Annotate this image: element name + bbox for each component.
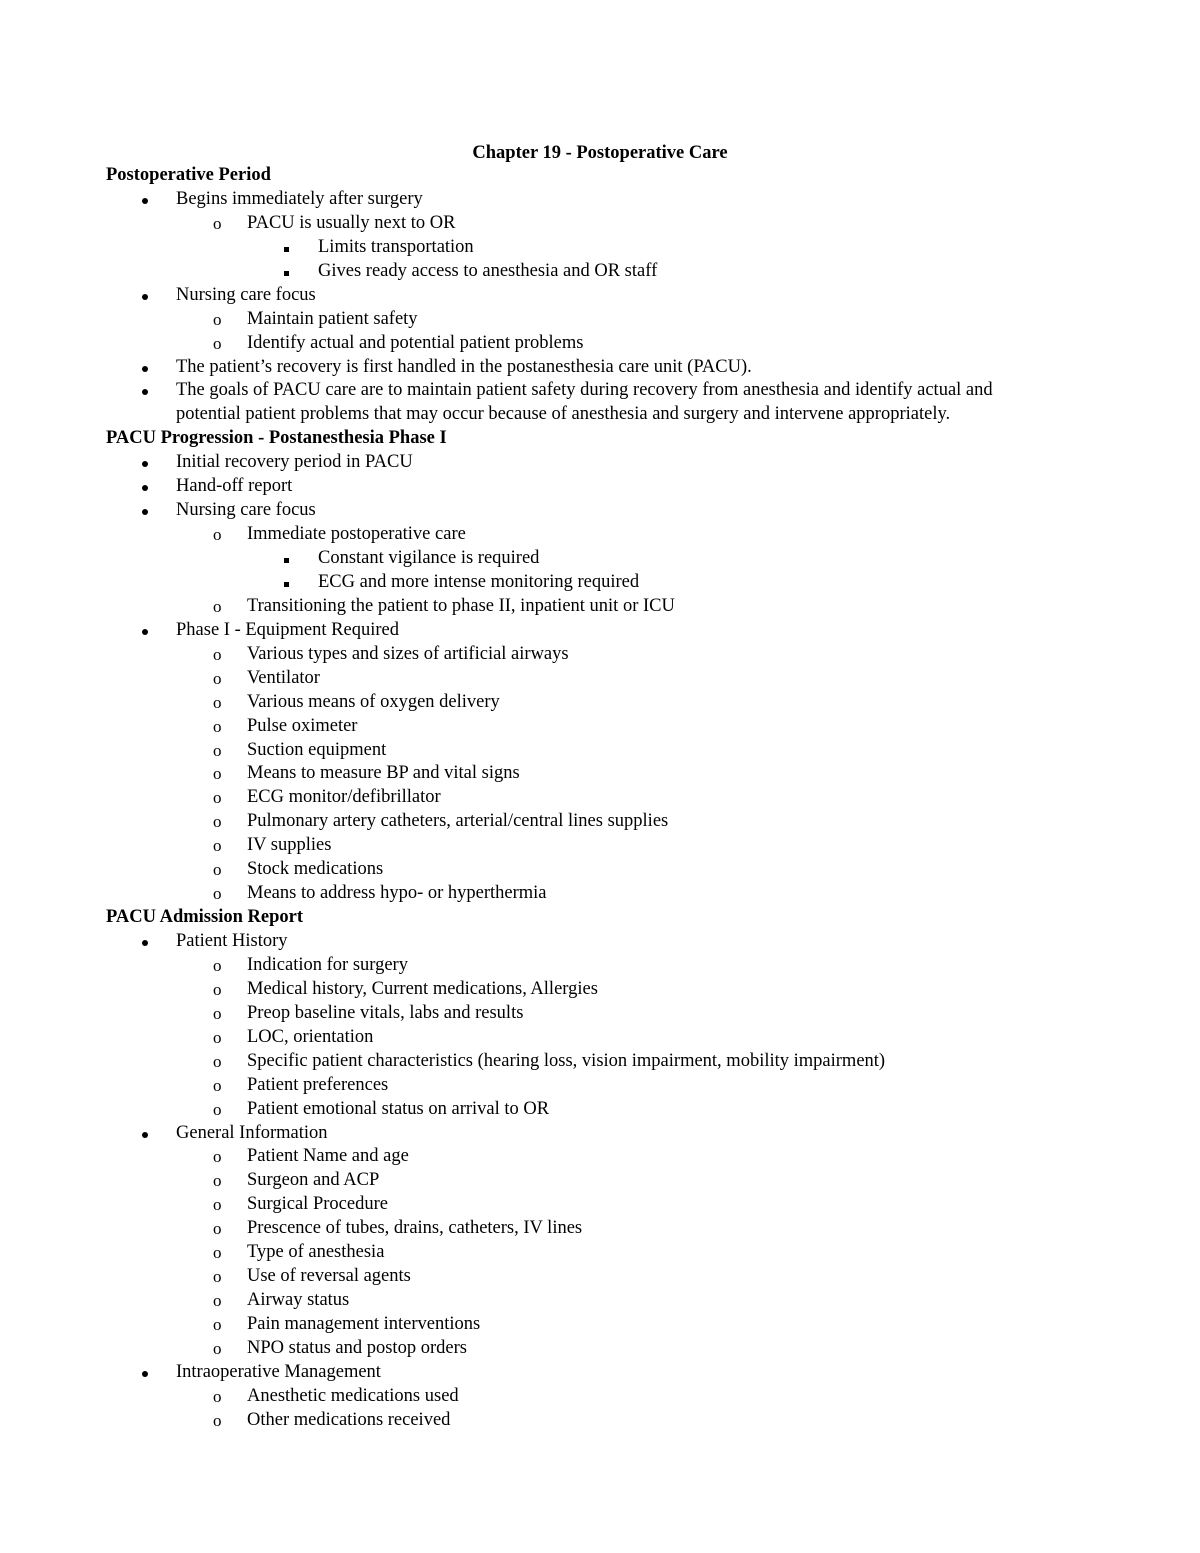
sub-bullet-item — [0, 1074, 1200, 1098]
bullet-circle-icon: o — [213, 812, 222, 832]
item-text: Ventilator — [247, 667, 320, 688]
item-text: The patient’s recovery is first handled in the postanesthesia care unit (PACU). — [176, 356, 752, 377]
item-text: Airway status — [247, 1290, 350, 1311]
bullet-dot-icon — [140, 499, 150, 523]
sub-bullet-item — [0, 1409, 1200, 1433]
item-text: LOC, orientation — [247, 1026, 374, 1047]
bullet-circle-icon: o — [213, 1075, 222, 1095]
item-text: Pain management interventions — [247, 1314, 481, 1334]
section-heading — [0, 906, 1200, 930]
item-text: NPO status and postop orders — [247, 1337, 467, 1358]
item-text: potential patient problems that may occur because of anesthesia and surgery and intervene appropriately. — [176, 404, 951, 425]
item-text: Nursing care focus — [176, 500, 316, 521]
bullet-circle-icon: o — [213, 1267, 222, 1287]
item-text: Patient preferences — [247, 1074, 389, 1095]
bullet-circle-icon: o — [213, 596, 222, 616]
sub-bullet-item — [0, 1217, 1200, 1241]
bullet-circle-icon: o — [213, 979, 222, 999]
bullet-item — [0, 499, 1200, 523]
bullet-circle-icon: o — [213, 716, 222, 736]
bullet-circle-icon: o — [213, 1410, 222, 1430]
bullet-circle-icon: o — [213, 213, 222, 233]
sub-bullet-item — [0, 1265, 1200, 1289]
bullet-item — [0, 451, 1200, 475]
item-text: IV supplies — [247, 835, 332, 856]
item-text: Gives ready access to anesthesia and OR staff — [318, 260, 658, 281]
bullet-circle-icon: o — [213, 333, 222, 353]
item-text: Postoperative Period — [106, 165, 271, 185]
bullet-circle-icon: o — [213, 668, 222, 688]
bullet-item — [0, 1361, 1200, 1385]
bullet-circle-icon: o — [213, 955, 222, 975]
sub-bullet-item — [0, 1026, 1200, 1050]
sub-bullet-item — [0, 739, 1200, 763]
sub-bullet-item — [0, 1145, 1200, 1169]
sub-bullet-item — [0, 882, 1200, 906]
item-text: Preop baseline vitals, labs and results — [247, 1002, 524, 1023]
sub-bullet-item — [0, 1385, 1200, 1409]
item-text: Other medications received — [247, 1409, 451, 1430]
bullet-item — [0, 1122, 1200, 1146]
sub-bullet-item — [0, 595, 1200, 619]
item-text: Constant vigilance is required — [318, 548, 540, 568]
bullet-circle-icon: o — [213, 1219, 222, 1239]
bullet-item — [0, 188, 1200, 212]
item-text: Stock medications — [247, 859, 384, 880]
item-text: Identify actual and potential patient problems — [247, 332, 584, 353]
bullet-circle-icon: o — [213, 1291, 222, 1311]
item-text: Pulse oximeter — [247, 715, 358, 736]
item-text: Patient Name and age — [247, 1146, 409, 1167]
sub-bullet-item — [0, 308, 1200, 332]
sub-bullet-item — [0, 786, 1200, 810]
bullet-circle-icon: o — [213, 1338, 222, 1358]
item-text: Limits transportation — [318, 236, 474, 257]
sub-bullet-item — [0, 762, 1200, 786]
bullet-square-icon — [284, 547, 289, 571]
bullet-circle-icon: o — [213, 1051, 222, 1071]
bullet-circle-icon: o — [213, 740, 222, 760]
sub-bullet-item — [0, 858, 1200, 882]
item-text: PACU is usually next to OR — [247, 212, 456, 233]
sub-bullet-item — [0, 1050, 1200, 1074]
item-text: Nursing care focus — [176, 284, 316, 305]
bullet-dot-icon — [140, 930, 150, 954]
bullet-circle-icon: o — [213, 309, 222, 329]
sub-bullet-item — [0, 667, 1200, 691]
item-text: Type of anesthesia — [247, 1242, 385, 1263]
item-text: Specific patient characteristics (hearing loss, vision impairment, mobility impairment) — [247, 1050, 886, 1071]
item-text: Patient emotional status on arrival to OR — [247, 1098, 550, 1119]
section-heading — [0, 164, 1200, 188]
sub-bullet-item — [0, 1313, 1200, 1337]
sub-sub-bullet-item — [0, 260, 1200, 284]
bullet-item — [0, 356, 1200, 380]
item-text: PACU Admission Report — [106, 907, 303, 928]
item-text: Maintain patient safety — [247, 308, 418, 329]
bullet-circle-icon: o — [213, 525, 222, 545]
bullet-dot-icon — [140, 284, 150, 308]
sub-bullet-item — [0, 954, 1200, 978]
bullet-circle-icon: o — [213, 1027, 222, 1047]
item-text: Surgeon and ACP — [247, 1170, 380, 1191]
bullet-circle-icon: o — [213, 764, 222, 784]
bullet-dot-icon — [140, 619, 150, 643]
bullet-circle-icon: o — [213, 860, 222, 880]
sub-bullet-item — [0, 1002, 1200, 1026]
section-heading — [0, 427, 1200, 451]
sub-bullet-item — [0, 978, 1200, 1002]
bullet-dot-icon — [140, 356, 150, 380]
bullet-square-icon — [284, 571, 289, 595]
item-text: PACU Progression - Postanesthesia Phase I — [106, 428, 447, 449]
bullet-dot-icon — [140, 379, 150, 403]
sub-bullet-item — [0, 1193, 1200, 1217]
bullet-circle-icon: o — [213, 1147, 222, 1167]
bullet-dot-icon — [140, 451, 150, 475]
item-text: Indication for surgery — [247, 954, 408, 975]
item-text: ECG and more intense monitoring required — [318, 571, 640, 592]
bullet-item-continuation — [0, 403, 1200, 427]
document-body — [0, 164, 1200, 1433]
bullet-dot-icon — [140, 475, 150, 499]
bullet-dot-icon — [140, 1361, 150, 1385]
sub-bullet-item — [0, 643, 1200, 667]
bullet-circle-icon: o — [213, 1099, 222, 1119]
sub-bullet-item — [0, 1169, 1200, 1193]
bullet-dot-icon — [140, 1122, 150, 1146]
bullet-circle-icon: o — [213, 1171, 222, 1191]
sub-bullet-item — [0, 1241, 1200, 1265]
item-text: General Information — [176, 1122, 328, 1143]
bullet-circle-icon: o — [213, 836, 222, 856]
bullet-square-icon — [284, 236, 289, 260]
item-text: Initial recovery period in PACU — [176, 452, 413, 473]
sub-bullet-item — [0, 332, 1200, 356]
bullet-circle-icon: o — [213, 1315, 222, 1334]
document-title: Chapter 19 - Postoperative Care — [472, 143, 728, 163]
sub-bullet-item — [0, 1289, 1200, 1313]
item-text: Medical history, Current medications, Allergies — [247, 978, 598, 999]
sub-sub-bullet-item — [0, 236, 1200, 260]
item-text: Hand-off report — [176, 476, 293, 497]
bullet-circle-icon: o — [213, 1386, 222, 1406]
item-text: Phase I - Equipment Required — [176, 619, 399, 640]
bullet-item — [0, 475, 1200, 499]
sub-bullet-item — [0, 834, 1200, 858]
item-text: Prescence of tubes, drains, catheters, IV lines — [247, 1218, 583, 1239]
sub-sub-bullet-item — [0, 547, 1200, 571]
bullet-circle-icon: o — [213, 884, 222, 904]
item-text: Patient History — [176, 931, 288, 951]
bullet-item — [0, 284, 1200, 308]
bullet-item — [0, 930, 1200, 954]
bullet-item — [0, 619, 1200, 643]
sub-bullet-item — [0, 715, 1200, 739]
item-text: Various types and sizes of artificial airways — [247, 643, 569, 664]
item-text: The goals of PACU care are to maintain patient safety during recovery from anesthesia and identify actual and — [176, 380, 993, 401]
bullet-square-icon — [284, 260, 289, 284]
bullet-dot-icon — [140, 188, 150, 212]
item-text: Use of reversal agents — [247, 1266, 411, 1287]
bullet-circle-icon: o — [213, 1195, 222, 1215]
sub-bullet-item — [0, 212, 1200, 236]
sub-bullet-item — [0, 810, 1200, 834]
sub-bullet-item — [0, 1337, 1200, 1361]
item-text: Begins immediately after surgery — [176, 188, 423, 209]
sub-bullet-item — [0, 523, 1200, 547]
bullet-circle-icon: o — [213, 692, 222, 712]
item-text: Suction equipment — [247, 739, 387, 760]
item-text: ECG monitor/defibrillator — [247, 787, 441, 808]
item-text: Transitioning the patient to phase II, inpatient unit or ICU — [247, 595, 675, 616]
item-text: Immediate postoperative care — [247, 524, 466, 545]
item-text: Anesthetic medications used — [247, 1385, 459, 1406]
bullet-circle-icon: o — [213, 644, 222, 664]
item-text: Various means of oxygen delivery — [247, 691, 500, 712]
sub-sub-bullet-item — [0, 571, 1200, 595]
item-text: Means to measure BP and vital signs — [247, 763, 520, 784]
sub-bullet-item — [0, 1098, 1200, 1122]
item-text: Intraoperative Management — [176, 1361, 381, 1382]
bullet-circle-icon: o — [213, 1003, 222, 1023]
bullet-circle-icon: o — [213, 788, 222, 808]
bullet-circle-icon: o — [213, 1243, 222, 1263]
item-text: Pulmonary artery catheters, arterial/central lines supplies — [247, 811, 669, 832]
item-text: Means to address hypo- or hyperthermia — [247, 883, 547, 904]
item-text: Surgical Procedure — [247, 1194, 388, 1215]
bullet-item — [0, 379, 1200, 403]
sub-bullet-item — [0, 691, 1200, 715]
